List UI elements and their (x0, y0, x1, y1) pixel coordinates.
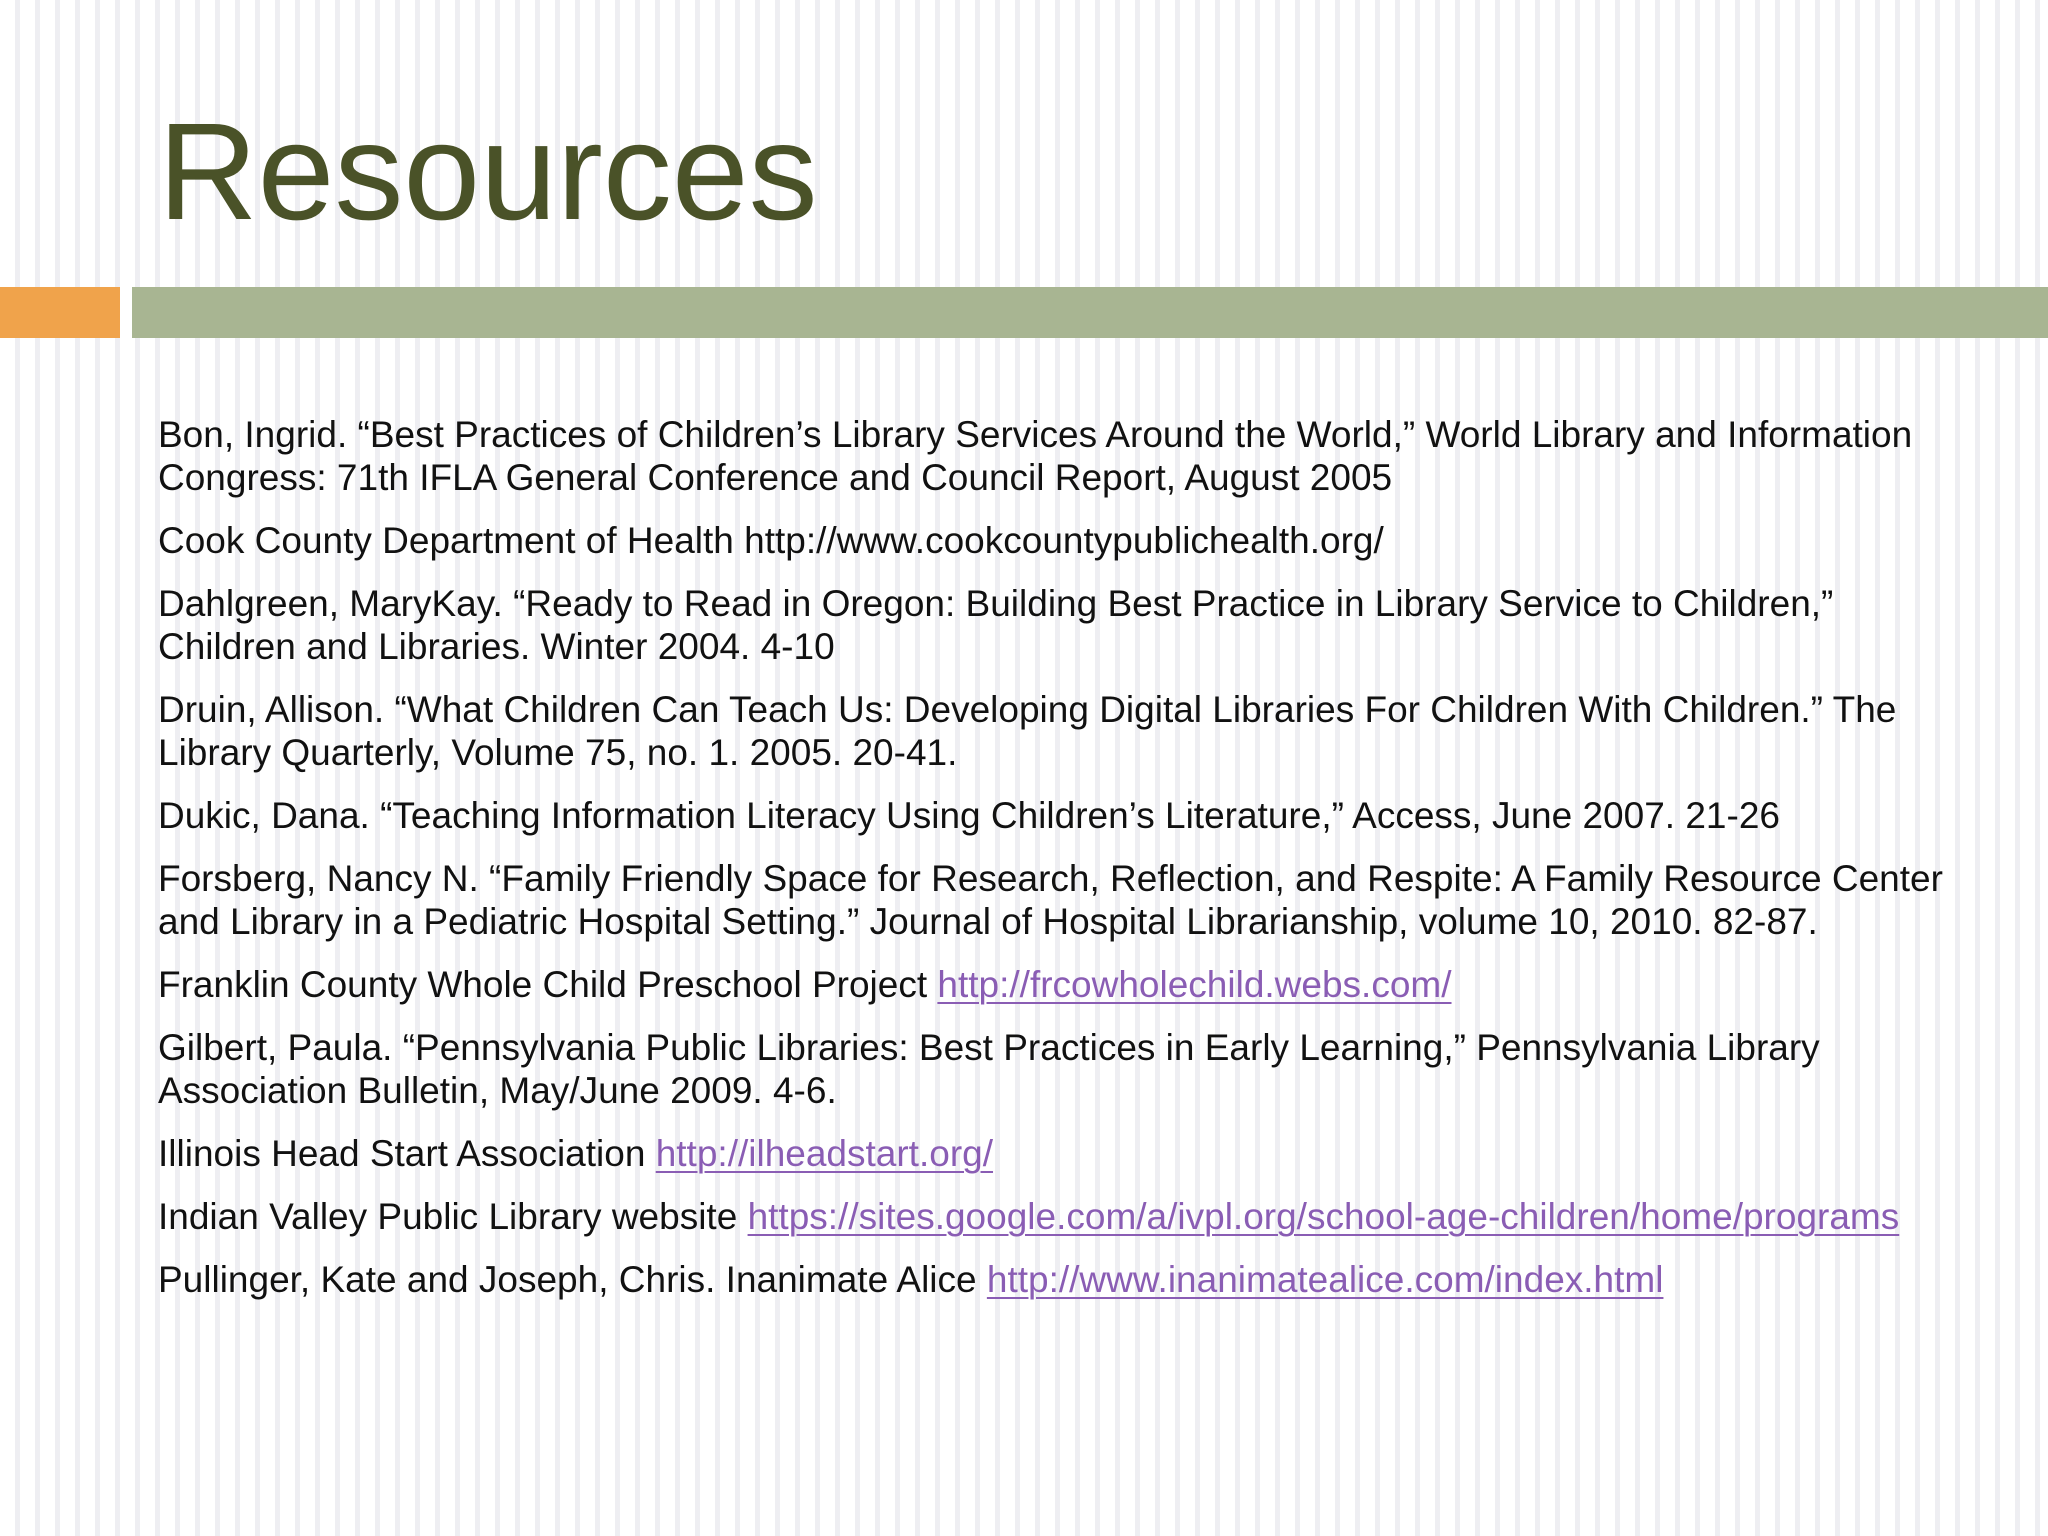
reference-text: Bon, Ingrid. “Best Practices of Children’s Library Services Around the World,” World Library and Information Congress: 71th IFLA General Conference and Council Report, August 2005 (158, 414, 1913, 498)
reference-item (158, 688, 1958, 774)
reference-item (158, 1026, 1958, 1112)
reference-text: Cook County Department of Health http://www.cookcountypublichealth.org/ (158, 520, 1384, 561)
reference-list (158, 413, 1958, 1321)
reference-text: Indian Valley Public Library website (158, 1196, 748, 1237)
slide-title: Resources (158, 95, 818, 249)
reference-item (158, 1132, 1958, 1175)
reference-item (158, 1258, 1958, 1301)
reference-item (158, 1195, 1958, 1238)
reference-item (158, 963, 1958, 1006)
reference-text: Druin, Allison. “What Children Can Teach Us: Developing Digital Libraries For Children With Children.” The Library Quarterly, Volume 75, no. 1. 2005. 20-41. (158, 689, 1897, 773)
reference-text: Franklin County Whole Child Preschool Project (158, 964, 938, 1005)
reference-text: Forsberg, Nancy N. “Family Friendly Space for Research, Reflection, and Respite: A Family Resource Center and Library in a Pediatric Hospital Setting.” Journal of Hospital Librarianship, volume 10, 2010. 82-87. (158, 858, 1943, 942)
reference-item (158, 582, 1958, 668)
reference-item (158, 857, 1958, 943)
reference-text: Dahlgreen, MaryKay. “Ready to Read in Oregon: Building Best Practice in Library Service to Children,” Children and Libraries. Winter 2004. 4-10 (158, 583, 1834, 667)
reference-item (158, 519, 1958, 562)
accent-bar-green (132, 287, 2048, 338)
reference-item (158, 413, 1958, 499)
reference-text: Dukic, Dana. “Teaching Information Literacy Using Children’s Literature,” Access, June 2007. 21-26 (158, 795, 1780, 836)
reference-link[interactable]: http://frcowholechild.webs.com/ (937, 964, 1452, 1005)
reference-link[interactable]: https://sites.google.com/a/ivpl.org/school-age-children/home/programs (747, 1196, 1900, 1237)
accent-bar-orange (0, 287, 120, 338)
reference-text: Gilbert, Paula. “Pennsylvania Public Libraries: Best Practices in Early Learning,” Pennsylvania Library Association Bulletin, May/June 2009. 4-6. (158, 1027, 1820, 1111)
reference-item (158, 794, 1958, 837)
reference-text: Pullinger, Kate and Joseph, Chris. Inanimate Alice (158, 1259, 987, 1300)
reference-link[interactable]: http://ilheadstart.org/ (655, 1133, 994, 1174)
reference-link[interactable]: http://www.inanimatealice.com/index.html (986, 1259, 1664, 1300)
reference-text: Illinois Head Start Association (158, 1133, 656, 1174)
